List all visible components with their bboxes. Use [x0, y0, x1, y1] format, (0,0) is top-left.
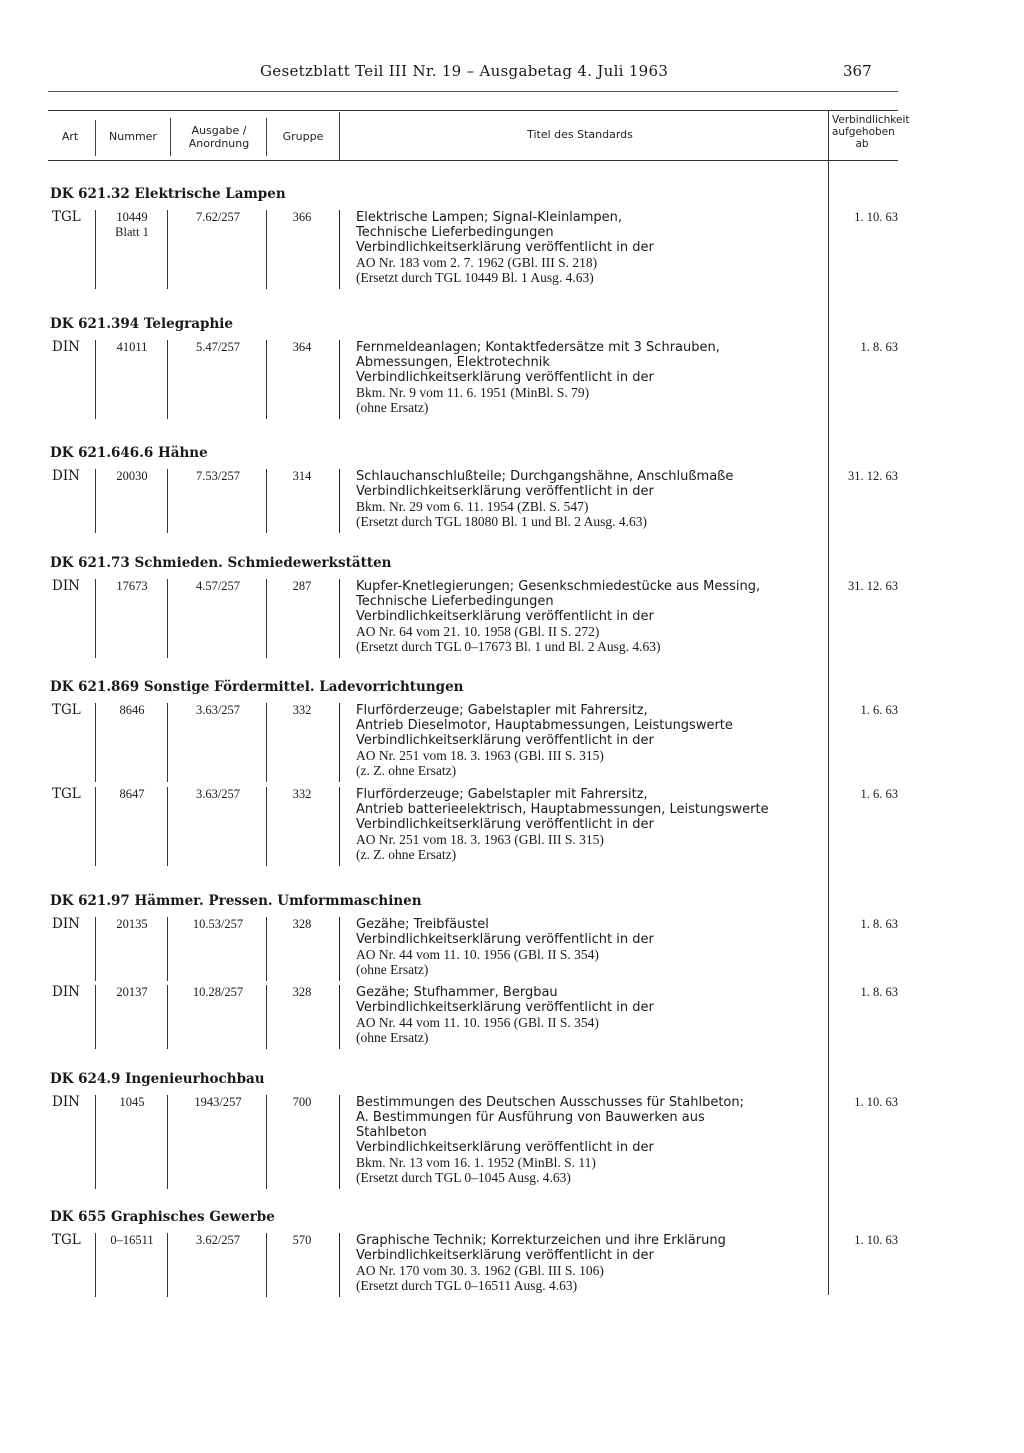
column-separator [95, 917, 96, 981]
column-separator [266, 210, 267, 289]
entry-aufgehoben-date: 31. 12. 63 [848, 579, 898, 593]
column-divider [170, 118, 171, 156]
section-1 [48, 186, 908, 285]
column-separator [95, 787, 96, 866]
entry-nummer-value: 17673 [116, 579, 148, 593]
entry-title [356, 340, 826, 415]
entry-nummer [98, 787, 166, 802]
standard-entry [48, 579, 908, 660]
column-separator-bold [339, 917, 340, 981]
entry-nummer-value: 10449 [116, 210, 148, 224]
entry-title-line: AO Nr. 44 vom 11. 10. 1956 (GBl. II S. 354) [356, 947, 599, 962]
entry-ausgabe: 10.28/257 [192, 985, 244, 999]
entry-nummer-value: 20137 [116, 985, 148, 999]
section-heading: DK 621.869 Sonstige Fördermittel. Ladevorrichtungen [50, 679, 464, 695]
column-separator [167, 787, 168, 866]
entry-title-line: Bkm. Nr. 9 vom 11. 6. 1951 (MinBl. S. 79) [356, 385, 590, 400]
column-separator [95, 985, 96, 1049]
entry-title [356, 917, 826, 977]
section-7 [48, 1071, 908, 1185]
entry-title-line: (ohne Ersatz) [356, 962, 429, 977]
column-header-gruppe: Gruppe [282, 130, 324, 143]
column-header-rule-right [828, 160, 898, 161]
column-separator [266, 703, 267, 782]
column-separator-bold [339, 985, 340, 1049]
section-5 [48, 679, 908, 862]
column-separator-bold [339, 787, 340, 866]
standard-entry [48, 1095, 908, 1191]
column-separator [95, 579, 96, 658]
column-separator [167, 469, 168, 533]
entry-art: DIN [52, 468, 80, 484]
entry-nummer-value: 1045 [119, 1095, 145, 1109]
section-8 [48, 1209, 908, 1293]
column-separator [95, 210, 96, 289]
entry-gruppe: 332 [292, 703, 312, 717]
entry-gruppe: 332 [292, 787, 312, 801]
entry-ausgabe: 5.47/257 [195, 340, 241, 354]
entry-title [356, 210, 826, 285]
entry-title-line: Technische Lieferbedingungen [356, 594, 554, 609]
column-separator [167, 1233, 168, 1297]
entry-aufgehoben-date: 1. 8. 63 [860, 985, 898, 999]
entry-nummer [98, 985, 166, 1000]
entry-title-line: Stahlbeton [356, 1125, 427, 1140]
column-separator [95, 1233, 96, 1297]
entry-title-line: Verbindlichkeitserklärung veröffentlicht in der [356, 609, 654, 624]
entry-aufgehoben-date: 1. 10. 63 [854, 210, 898, 224]
column-header-ausgabe: Ausgabe / Anordnung [188, 124, 250, 150]
column-divider [95, 120, 96, 156]
entry-art: DIN [52, 578, 80, 594]
entry-title-line: Verbindlichkeitserklärung veröffentlicht in der [356, 1000, 654, 1015]
entry-nummer-value: 8646 [119, 703, 145, 717]
entry-art: TGL [52, 786, 81, 802]
entry-title-line: Verbindlichkeitserklärung veröffentlicht in der [356, 932, 654, 947]
column-separator [167, 340, 168, 419]
standard-entry [48, 985, 908, 1051]
entry-title [356, 787, 826, 862]
entry-aufgehoben-date: 1. 10. 63 [854, 1095, 898, 1109]
entry-art: DIN [52, 339, 80, 355]
column-header-titel: Titel des Standards [527, 128, 633, 141]
entry-title-line: Verbindlichkeitserklärung veröffentlicht in der [356, 484, 654, 499]
entry-title-line: (Ersetzt durch TGL 0–16511 Ausg. 4.63) [356, 1278, 578, 1293]
standard-entry [48, 787, 908, 868]
entry-title-line: Kupfer-Knetlegierungen; Gesenkschmiedestücke aus Messing, [356, 579, 761, 594]
entry-ausgabe: 7.62/257 [195, 210, 241, 224]
entry-nummer [98, 1095, 166, 1110]
entry-nummer [98, 703, 166, 718]
column-separator [266, 917, 267, 981]
entry-gruppe: 570 [292, 1233, 312, 1247]
entry-title-line: Fernmeldeanlagen; Kontaktfedersätze mit 3 Schrauben, [356, 340, 720, 355]
entry-nummer [98, 340, 166, 355]
section-6 [48, 893, 908, 1045]
entry-title-line: (z. Z. ohne Ersatz) [356, 763, 457, 778]
entry-nummer [98, 917, 166, 932]
column-separator [167, 917, 168, 981]
entry-title-line: Flurförderzeuge; Gabelstapler mit Fahrersitz, [356, 787, 648, 802]
column-separator [266, 787, 267, 866]
entry-aufgehoben-date: 1. 8. 63 [860, 917, 898, 931]
entry-art: DIN [52, 1094, 80, 1110]
entry-title-line: Verbindlichkeitserklärung veröffentlicht in der [356, 240, 654, 255]
entry-title-line: Verbindlichkeitserklärung veröffentlicht in der [356, 1140, 654, 1155]
column-separator [167, 579, 168, 658]
entry-title-line: AO Nr. 183 vom 2. 7. 1962 (GBl. III S. 218) [356, 255, 598, 270]
entry-gruppe: 314 [292, 469, 312, 483]
column-separator [95, 1095, 96, 1189]
column-separator [95, 703, 96, 782]
entry-gruppe: 366 [292, 210, 312, 224]
column-separator [167, 703, 168, 782]
entry-gruppe: 287 [292, 579, 312, 593]
entry-gruppe: 700 [292, 1095, 312, 1109]
section-heading: DK 621.394 Telegraphie [50, 316, 233, 332]
section-heading: DK 621.97 Hämmer. Pressen. Umformmaschinen [50, 893, 422, 909]
entry-title-line: (Ersetzt durch TGL 10449 Bl. 1 Ausg. 4.63) [356, 270, 594, 285]
entry-nummer-value: 20030 [116, 469, 148, 483]
section-heading: DK 655 Graphisches Gewerbe [50, 1209, 275, 1225]
entry-nummer-value: 20135 [116, 917, 148, 931]
entry-art: TGL [52, 209, 81, 225]
entry-ausgabe: 3.62/257 [195, 1233, 241, 1247]
column-separator [266, 579, 267, 658]
entry-title [356, 703, 826, 778]
entry-aufgehoben-date: 1. 8. 63 [860, 340, 898, 354]
column-separator-bold [339, 1233, 340, 1297]
entry-aufgehoben-date: 31. 12. 63 [848, 469, 898, 483]
entry-gruppe: 328 [292, 985, 312, 999]
entry-gruppe: 328 [292, 917, 312, 931]
column-separator-bold [339, 1095, 340, 1189]
column-header-nummer: Nummer [109, 130, 157, 143]
standard-entry [48, 917, 908, 983]
entry-title-line: Flurförderzeuge; Gabelstapler mit Fahrersitz, [356, 703, 648, 718]
column-separator [266, 1233, 267, 1297]
entry-title-line: Verbindlichkeitserklärung veröffentlicht in der [356, 1248, 654, 1263]
column-separator [167, 985, 168, 1049]
entry-title-line: Gezähe; Stufhammer, Bergbau [356, 985, 558, 1000]
entry-nummer-value: 41011 [116, 340, 148, 354]
page-number: 367 [843, 62, 872, 80]
section-heading: DK 621.32 Elektrische Lampen [50, 186, 286, 202]
entry-nummer [98, 210, 166, 240]
entry-title-line: AO Nr. 170 vom 30. 3. 1962 (GBl. III S. 106) [356, 1263, 604, 1278]
entry-title-line: Bkm. Nr. 13 vom 16. 1. 1952 (MinBl. S. 11) [356, 1155, 596, 1170]
header-rule [48, 91, 898, 92]
entry-title-line: AO Nr. 251 vom 18. 3. 1963 (GBl. III S. 315) [356, 748, 604, 763]
entry-title-line: (Ersetzt durch TGL 18080 Bl. 1 und Bl. 2 Ausg. 4.63) [356, 514, 647, 529]
entry-art: TGL [52, 702, 81, 718]
entry-title-line: AO Nr. 251 vom 18. 3. 1963 (GBl. III S. 315) [356, 832, 604, 847]
column-separator-bold [339, 469, 340, 533]
entry-title [356, 1095, 826, 1185]
entry-ausgabe: 3.63/257 [195, 787, 241, 801]
section-heading: DK 621.646.6 Hähne [50, 445, 208, 461]
section-heading: DK 621.73 Schmieden. Schmiedewerkstätten [50, 555, 392, 571]
entry-title-line: (Ersetzt durch TGL 0–17673 Bl. 1 und Bl. 2 Ausg. 4.63) [356, 639, 661, 654]
column-header-art: Art [61, 130, 79, 143]
column-header-rule [48, 160, 828, 161]
entry-title-line: Antrieb batterieelektrisch, Hauptabmessungen, Leistungswerte [356, 802, 769, 817]
section-heading: DK 624.9 Ingenieurhochbau [50, 1071, 265, 1087]
entry-blatt: Blatt 1 [115, 225, 149, 239]
entry-title-line: AO Nr. 44 vom 11. 10. 1956 (GBl. II S. 354) [356, 1015, 599, 1030]
entry-ausgabe: 4.57/257 [195, 579, 241, 593]
table-top-rule [48, 110, 898, 111]
column-separator-bold [339, 210, 340, 289]
entry-aufgehoben-date: 1. 6. 63 [860, 787, 898, 801]
entry-title [356, 469, 826, 529]
entry-title-line: AO Nr. 64 vom 21. 10. 1958 (GBl. II S. 272) [356, 624, 600, 639]
entry-title-line: Verbindlichkeitserklärung veröffentlicht in der [356, 817, 654, 832]
column-header-verbindlichkeit: Verbindlichkeit aufgehoben ab [832, 114, 910, 150]
entry-nummer [98, 579, 166, 594]
entry-title-line: (Ersetzt durch TGL 0–1045 Ausg. 4.63) [356, 1170, 571, 1185]
entry-title [356, 1233, 826, 1293]
section-3 [48, 445, 908, 529]
standard-entry [48, 703, 908, 784]
entry-art: DIN [52, 916, 80, 932]
entry-title-line: (ohne Ersatz) [356, 1030, 429, 1045]
entry-nummer-value: 8647 [119, 787, 145, 801]
entry-ausgabe: 3.63/257 [195, 703, 241, 717]
entry-title-line: Technische Lieferbedingungen [356, 225, 554, 240]
entry-nummer-value: 0–16511 [110, 1233, 154, 1247]
entry-title [356, 579, 826, 654]
entry-title-line: (ohne Ersatz) [356, 400, 429, 415]
standard-entry [48, 1233, 908, 1299]
entry-title-line: A. Bestimmungen für Ausführung von Bauwerken aus [356, 1110, 705, 1125]
column-separator-bold [339, 340, 340, 419]
entry-ausgabe: 1943/257 [194, 1095, 242, 1109]
entry-title-line: Verbindlichkeitserklärung veröffentlicht in der [356, 733, 654, 748]
entry-gruppe: 364 [292, 340, 312, 354]
entry-ausgabe: 7.53/257 [195, 469, 241, 483]
entry-title-line: (z. Z. ohne Ersatz) [356, 847, 457, 862]
column-separator [167, 1095, 168, 1189]
column-separator [266, 340, 267, 419]
entry-title-line: Verbindlichkeitserklärung veröffentlicht in der [356, 370, 654, 385]
column-separator [266, 1095, 267, 1189]
page-header-title: Gesetzblatt Teil III Nr. 19 – Ausgabetag 4. Juli 1963 [260, 62, 669, 80]
column-separator-bold [339, 579, 340, 658]
standard-entry [48, 210, 908, 291]
column-separator [266, 985, 267, 1049]
section-4 [48, 555, 908, 654]
entry-title [356, 985, 826, 1045]
entry-art: DIN [52, 984, 80, 1000]
column-divider [266, 118, 267, 156]
entry-title-line: Antrieb Dieselmotor, Hauptabmessungen, Leistungswerte [356, 718, 733, 733]
standard-entry [48, 340, 908, 421]
column-separator [95, 469, 96, 533]
entry-title-line: Bestimmungen des Deutschen Ausschusses für Stahlbeton; [356, 1095, 744, 1110]
entry-art: TGL [52, 1232, 81, 1248]
column-separator [266, 469, 267, 533]
section-2 [48, 316, 908, 415]
column-separator [95, 340, 96, 419]
entry-title-line: Abmessungen, Elektrotechnik [356, 355, 550, 370]
entry-aufgehoben-date: 1. 10. 63 [854, 1233, 898, 1247]
entry-title-line: Graphische Technik; Korrekturzeichen und ihre Erklärung [356, 1233, 726, 1248]
entry-title-line: Elektrische Lampen; Signal-Kleinlampen, [356, 210, 623, 225]
entry-title-line: Bkm. Nr. 29 vom 6. 11. 1954 (ZBl. S. 547) [356, 499, 589, 514]
column-separator [167, 210, 168, 289]
entry-ausgabe: 10.53/257 [192, 917, 244, 931]
entry-nummer [98, 1233, 166, 1248]
entry-nummer [98, 469, 166, 484]
standard-entry [48, 469, 908, 535]
column-divider [339, 112, 340, 160]
entry-aufgehoben-date: 1. 6. 63 [860, 703, 898, 717]
column-separator-bold [339, 703, 340, 782]
entry-title-line: Schlauchanschlußteile; Durchgangshähne, Anschlußmaße [356, 469, 734, 484]
entry-title-line: Gezähe; Treibfäustel [356, 917, 489, 932]
